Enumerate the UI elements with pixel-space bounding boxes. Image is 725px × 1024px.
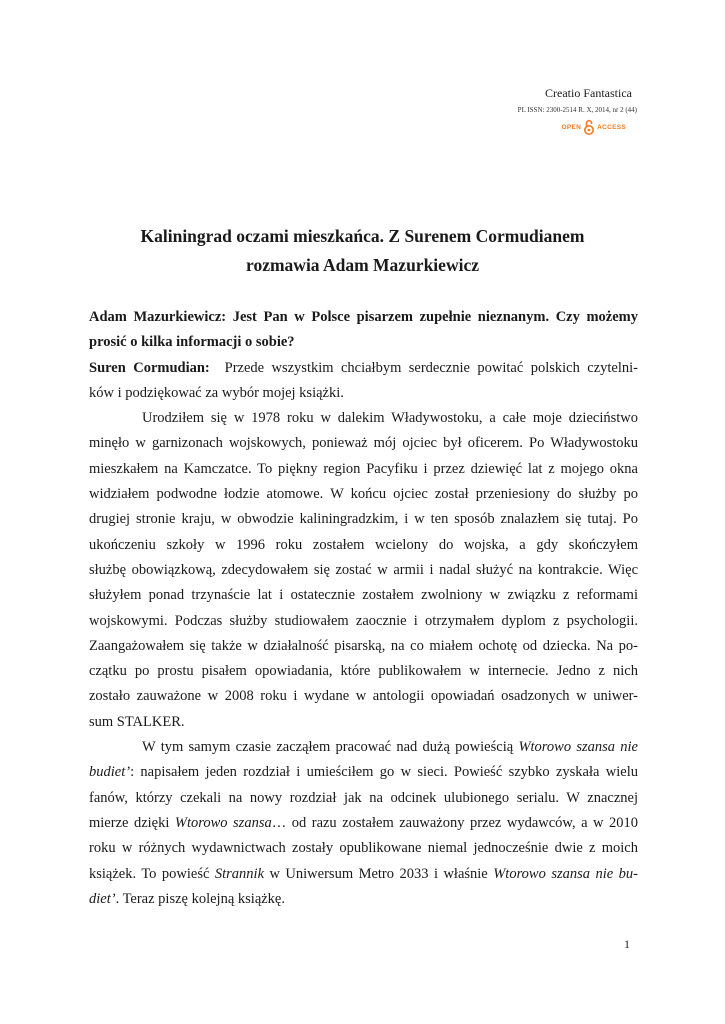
open-access-label-right: ACCESS (597, 123, 626, 131)
paragraph-1-line: minęło w garnizonach wojskowych, ponieważ mój ojciec był oficerem. Po Władywostoku (89, 435, 638, 452)
paragraph-1-line: widziałem podwodne łodzie atomowe. W końcu ojciec został przeniesiony do służby po (89, 486, 638, 503)
paragraph-1-line: mieszkałem na Kamczatce. To piękny region Pacyfiku i przez dziewięć lat z mojego okna (89, 460, 638, 477)
paragraph-1-line: sum STALKER. (89, 713, 185, 730)
text-span: . Teraz piszę kolejną książkę. (115, 890, 285, 907)
paragraph-2-line (89, 760, 638, 785)
journal-title: Creatio Fantastica (545, 86, 632, 100)
speaker-name: Suren Cormudian: (89, 359, 210, 376)
paragraph-1-line: zostało zauważone w 2008 roku i wydane w antologii opowiadań osadzonych w uniwer- (89, 688, 638, 705)
paragraph-2-line: fanów, którzy czekali na nowy rozdział jak na odcinek ulubionego serialu. W znacznej (89, 789, 638, 806)
paragraph-2-line (89, 811, 638, 836)
answer-intro-text: Przede wszystkim chciałbym serdecznie powitać polskich czytelni- (224, 359, 638, 376)
question-line-2: prosić o kilka informacji o sobie? (89, 334, 295, 351)
open-access-lock-icon (584, 119, 594, 135)
text-span: mierze dzięki (89, 814, 175, 831)
paragraph-1-line: czątku po prostu pisałem opowiadania, które publikowałem w internecie. Jedno z nich (89, 663, 638, 680)
journal-header (400, 85, 640, 135)
issn-line: PL ISSN: 2300-2514 R. X, 2014, nr 2 (44) (517, 106, 637, 114)
answer-intro-line-2: ków i podziękować za wybór mojej książki. (89, 384, 344, 401)
article-title (60, 222, 665, 280)
paragraph-1-line: ukończeniu szkoły w 1996 roku zostałem wcielony do wojska, a gdy skończyłem (89, 536, 638, 553)
paragraph-1-line: Urodziłem się w 1978 roku w dalekim Władywostoku, a całe moje dzieciństwo (142, 410, 638, 427)
paragraph-1-line: drugiej stronie kraju, w obwodzie kaliningradzkim, i w ten sposób znalazłem się tutaj. Po (89, 511, 638, 528)
book-title: Strannik (214, 865, 265, 882)
answer-intro-line-1 (89, 356, 638, 381)
book-title: budiet’ (89, 764, 131, 781)
paragraph-2-line: roku w różnych wydawnictwach zostały opublikowane niemal jednocześnie dwie z moich (89, 840, 638, 857)
title-line-2: rozmawia Adam Mazurkiewicz (246, 255, 479, 275)
book-title: Wtorowo szansa nie (518, 739, 638, 756)
text-span: w Uniwersum Metro 2033 i właśnie (264, 865, 494, 882)
book-title: Wtorowo szansa nie bu- (493, 865, 638, 882)
paragraph-1-line: wojskowymi. Podczas służby studiowałem zaocznie i otrzymałem dyplom z psychologii. (89, 612, 638, 629)
question-line-1: Adam Mazurkiewicz: Jest Pan w Polsce pisarzem zupełnie nieznanym. Czy możemy (89, 309, 638, 325)
text-span: : napisałem jeden rozdział i umieściłem go w sieci. Powieść szybko zyskała wielu (130, 764, 638, 781)
text-span: książek. To powieść (89, 865, 215, 882)
paragraph-1-line: Zaangażowałem się także w działalność pisarską, na co miałem ochotę od dziecka. Na po- (89, 637, 638, 654)
paragraph-2-line (89, 887, 638, 912)
open-access-label-left: OPEN (561, 123, 582, 131)
book-title: diet’ (89, 890, 116, 907)
paragraph-1-line: służbę obowiązkową, zdecydowałem się zostać w armii i nadal służyć na kontrakcie. Więc (89, 561, 638, 578)
paragraph-2-line (89, 862, 638, 887)
open-access-badge (400, 119, 626, 135)
title-line-1: Kaliningrad oczami mieszkańca. Z Surenem Cormudianem (140, 226, 585, 246)
paragraph-2-line (89, 735, 638, 760)
page-number: 1 (624, 937, 630, 951)
book-title: Wtorowo szansa (174, 814, 272, 831)
text-span: … od razu zostałem zauważony przez wydawców, a w 2010 (271, 814, 639, 831)
text-span: W tym samym czasie zacząłem pracować nad dużą powieścią (142, 739, 519, 756)
paragraph-1-line: służyłem ponad trzynaście lat i ostatecznie zostałem zwolniony w związku z reformami (89, 587, 638, 604)
article-body (89, 305, 638, 912)
